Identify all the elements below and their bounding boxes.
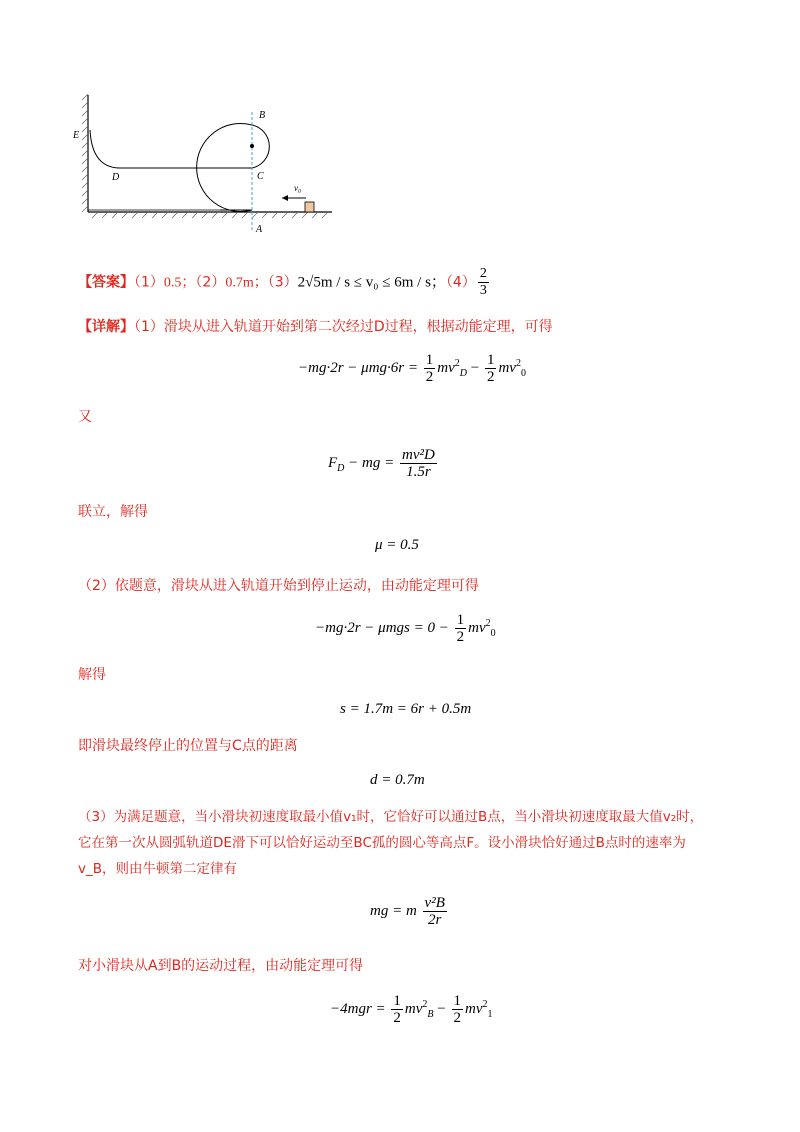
joint-text: 联立，解得 [78, 504, 148, 520]
answer-p4-label: （4） [445, 274, 476, 291]
label-a: A [256, 224, 263, 235]
answer-p1-value: 0.5； [163, 275, 196, 291]
label-v0: v₀ [294, 183, 302, 193]
eq2-num: mv²D [401, 447, 435, 463]
eq8-sub2: 1 [487, 1008, 493, 1020]
part2-text: （2）依题意，滑块从进入轨道开始到停止运动，由动能定理可得 [78, 578, 479, 594]
equation-3 [375, 537, 419, 554]
eq4-sub: 0 [490, 627, 496, 639]
arc-de [90, 130, 120, 168]
eq8-frac1: $\frac{1}{2}$ [393, 993, 401, 1026]
equation-5 [340, 701, 471, 718]
answer-p1-label: （1） [134, 274, 164, 291]
label-b: B [259, 110, 266, 121]
eq1-frac1: $\frac{1}{2}$ [425, 352, 434, 385]
eq7-frac [423, 895, 447, 928]
eq8-frac2: $\frac{1}{2}$ [453, 993, 461, 1026]
equation-7 [370, 895, 449, 928]
equation-2 [328, 447, 439, 480]
answer-p4-fraction [478, 266, 489, 299]
answer-p2-label: （2） [195, 274, 226, 291]
detail-part1-text: （1）滑块从进入轨道开始到第二次经过D过程，根据动能定理，可得 [134, 319, 553, 335]
eq8-sub1: B [427, 1008, 434, 1020]
center-dot [250, 144, 254, 148]
equation-8: −4mgr = $\frac{1}{2}$ $mv^2_B$ − $\frac{1}{2}$ $mv^2_1$ [330, 993, 493, 1026]
detail-intro [78, 314, 553, 340]
eq7-lhs: mg = m [370, 902, 417, 919]
answer-p3-value: 2√5m / s ≤ v₀ ≤ 6m / s； [297, 274, 446, 291]
part3-line4: 对小滑块从A到B的运动过程，由动能定理可得 [78, 958, 364, 974]
eq8-lhs: −4mgr = [330, 1000, 386, 1017]
loop-small-arc [252, 125, 269, 168]
eq6-text: d = 0.7m [370, 772, 425, 788]
eq1-term1: mv [437, 359, 455, 376]
label-d: D [112, 172, 120, 183]
eq1-term2: mv [498, 359, 516, 376]
track-diagram [70, 90, 340, 240]
eq3-text: μ = 0.5 [375, 537, 419, 553]
part3-line1: （3）为满足题意，当小滑块初速度取最小值v₁时，它恰好可以通过B点，当小滑块初速度取最大值v₂时， [78, 809, 704, 825]
detail-tag: 【详解】 [78, 319, 134, 335]
answer-p2-value: 0.7m； [225, 275, 268, 291]
answer-p4-den: 3 [479, 283, 487, 298]
label-c: C [257, 171, 264, 182]
eq4-lhs: −mg·2r − μmgs = 0 − [315, 619, 449, 636]
eq5-text: s = 1.7m = 6r + 0.5m [340, 701, 472, 717]
equation-1: −mg·2r − μmg·6r = $\frac{1}{2}$ $mv^2_D$ − $\frac{1}{2}$ $mv^2_0$ [298, 352, 526, 385]
eq4-frac: $\frac{1}{2}$ [456, 612, 465, 645]
part3-line3: v_B，则由牛顿第二定律有 [78, 861, 238, 877]
answer-p4-num: 2 [479, 266, 487, 281]
eq4-term: mv [468, 619, 486, 636]
eq1-lhs: −mg·2r − μmg·6r = [298, 359, 418, 376]
velocity-arrow-head [282, 195, 288, 201]
eq2-den: 1.5r [406, 464, 431, 480]
answer-tag: 【答案】 [78, 274, 134, 291]
equation-6 [370, 772, 425, 789]
slider-block [305, 202, 314, 212]
track-diagram-svg [70, 90, 340, 240]
eq2-frac [400, 447, 437, 480]
eq1-sub1: D [459, 367, 467, 379]
eq1-frac2: $\frac{1}{2}$ [486, 352, 495, 385]
eq7-num: v²B [424, 895, 445, 911]
eq2-mid: − mg = [344, 454, 395, 471]
equation-4: −mg·2r − μmgs = 0 − $\frac{1}{2}$ $mv^2_0$ [315, 612, 496, 645]
eq7-den: 2r [428, 912, 442, 928]
part3-line2: 它在第一次从圆弧轨道DE滑下可以恰好运动至BC孤的圆心等高点F。设小滑块恰好通过B点时的速率为 [78, 835, 686, 851]
answer-p3-label: （3） [267, 274, 298, 291]
left-wall-hatch [82, 94, 88, 212]
eq1-sub2: 0 [520, 367, 526, 379]
eq2-lhs-sub: D [337, 462, 345, 474]
label-e: E [73, 130, 80, 141]
final-position-text: 即滑块最终停止的位置与C点的距离 [78, 738, 298, 754]
eq8-term1: mv [404, 1000, 423, 1017]
eq8-term2: mv [465, 1000, 483, 1017]
also-text: 又 [78, 409, 92, 425]
ground-hatch [92, 212, 328, 218]
answer-line [78, 266, 491, 299]
eq2-lhs: F [328, 454, 338, 471]
solve-text: 解得 [78, 667, 106, 683]
